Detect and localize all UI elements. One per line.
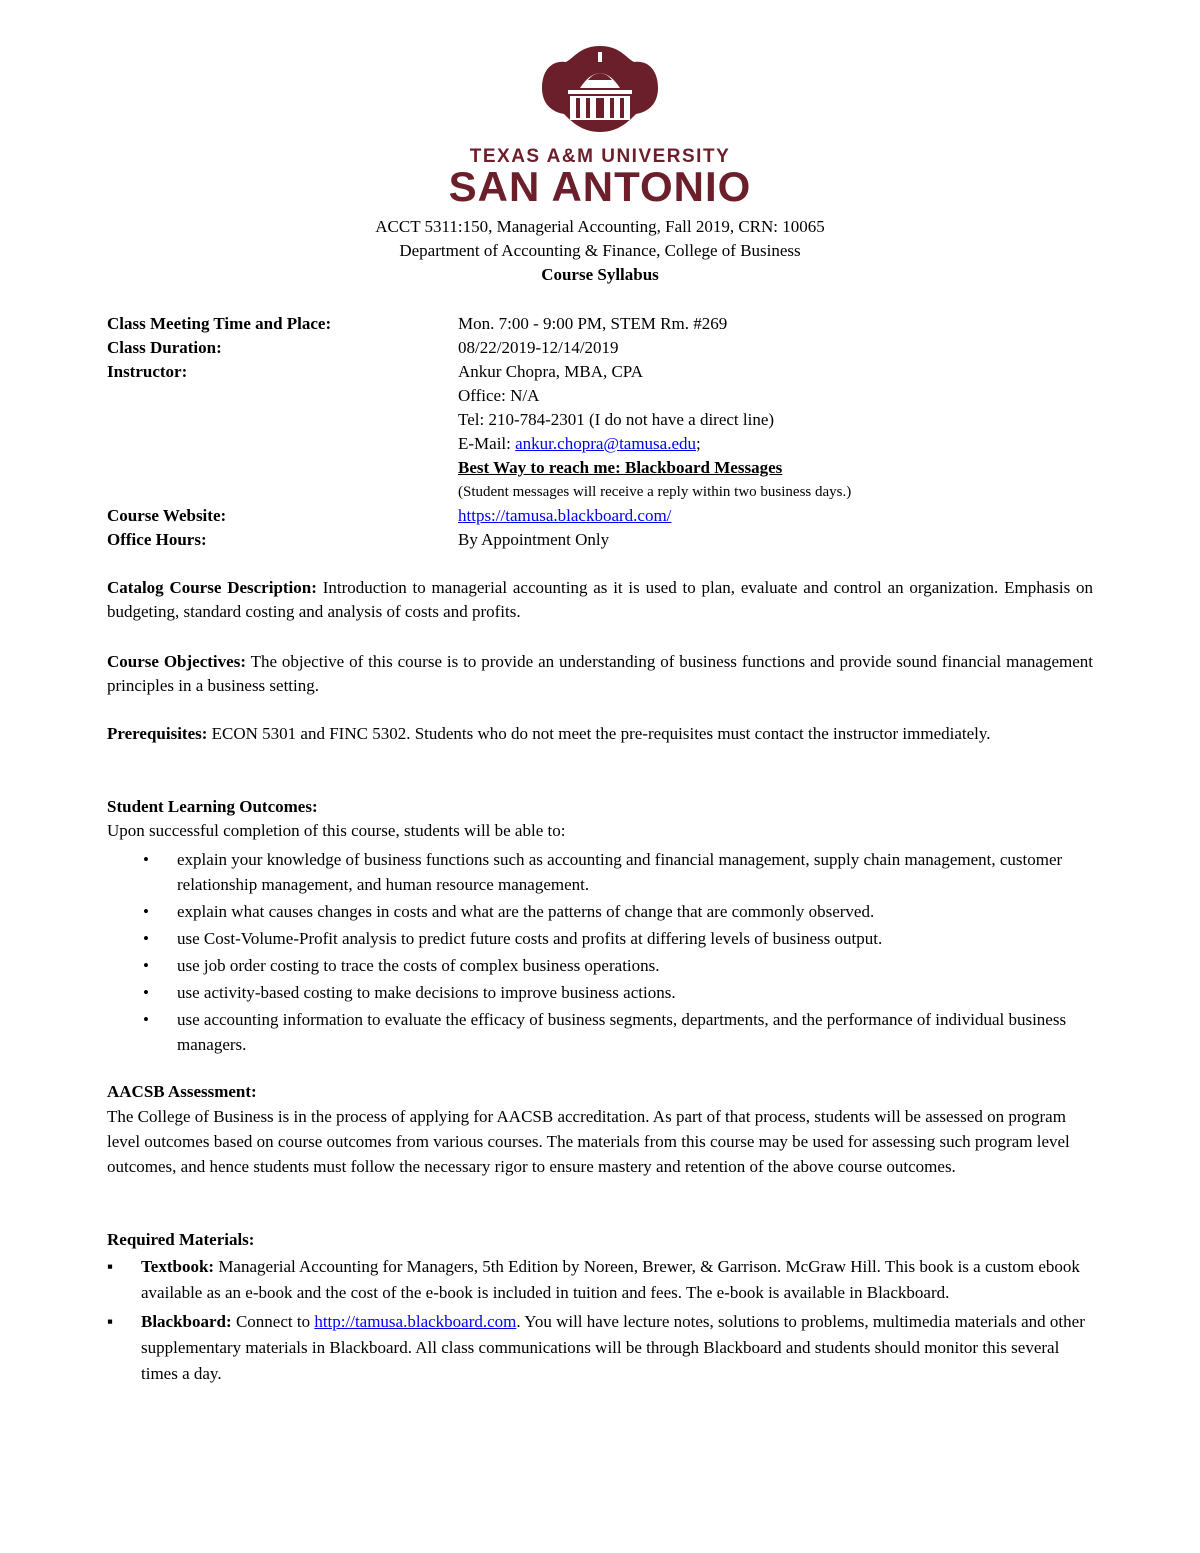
email-link[interactable]: ankur.chopra@tamusa.edu bbox=[515, 434, 697, 453]
document-title: Course Syllabus bbox=[541, 265, 659, 284]
email-prefix: E-Mail: bbox=[458, 434, 516, 453]
hours-row bbox=[107, 528, 1097, 552]
textbook-text: Managerial Accounting for Managers, 5th Edition by Noreen, Brewer, & Garrison. McGraw Hill. This book is a custom ebook available as an e-book and the cost of the e-book is included in tuition and fees. The e-book is available in Blackboard. bbox=[141, 1257, 1080, 1302]
list-item: • explain your knowledge of business functions such as accounting and financial management, supply chain management, customer relationship management, and human resource management. bbox=[107, 847, 1093, 897]
prerequisites-label: Prerequisites: bbox=[107, 724, 208, 743]
instructor-label: Instructor: bbox=[107, 362, 188, 381]
outcomes-list bbox=[107, 847, 1093, 1057]
instructor-row bbox=[107, 360, 1097, 504]
instructor-name: Ankur Chopra, MBA, CPA bbox=[458, 362, 643, 381]
materials-list bbox=[107, 1254, 1093, 1387]
course-website-link[interactable]: https://tamusa.blackboard.com/ bbox=[458, 506, 672, 525]
textbook-label: Textbook: bbox=[141, 1257, 215, 1276]
website-label: Course Website: bbox=[107, 506, 227, 525]
aacsb-heading: AACSB Assessment: bbox=[107, 1082, 257, 1101]
objectives-text: The objective of this course is to provide an understanding of business functions and provide sound financial management principles in a business setting. bbox=[107, 652, 1094, 695]
meeting-label: Class Meeting Time and Place: bbox=[107, 314, 332, 333]
list-item: • use accounting information to evaluate the efficacy of business segments, departments, and the performance of individual business managers. bbox=[107, 1007, 1093, 1057]
list-item: • use job order costing to trace the costs of complex business operations. bbox=[107, 953, 1093, 978]
department-line: Department of Accounting & Finance, College of Business bbox=[399, 241, 801, 260]
outcomes-intro: Upon successful completion of this course, students will be able to: bbox=[107, 821, 566, 840]
catalog-label: Catalog Course Description: bbox=[107, 578, 317, 597]
prerequisites bbox=[107, 722, 1093, 746]
website-row bbox=[107, 504, 1097, 528]
email-suffix: ; bbox=[696, 434, 701, 453]
objectives-label: Course Objectives: bbox=[107, 652, 246, 671]
instructor-office: Office: N/A bbox=[458, 386, 540, 405]
catalog-description bbox=[107, 576, 1093, 624]
duration-label: Class Duration: bbox=[107, 338, 222, 357]
hours-value: By Appointment Only bbox=[458, 530, 610, 549]
materials-heading: Required Materials: bbox=[107, 1230, 255, 1249]
course-info-block bbox=[107, 312, 1097, 552]
required-materials bbox=[107, 1228, 1093, 1390]
instructor-email-line bbox=[458, 432, 1097, 456]
list-item bbox=[107, 1254, 1093, 1306]
reply-note: (Student messages will receive a reply within two business days.) bbox=[458, 484, 852, 500]
meeting-row bbox=[107, 312, 1097, 336]
list-item: • use Cost-Volume-Profit analysis to predict future costs and profits at differing levels of business output. bbox=[107, 926, 1093, 951]
instructor-details bbox=[458, 360, 1097, 504]
university-name-line2: SAN ANTONIO bbox=[448, 163, 752, 210]
list-item: • explain what causes changes in costs and what are the patterns of change that are commonly observed. bbox=[107, 899, 1093, 924]
course-objectives bbox=[107, 650, 1093, 698]
blackboard-link[interactable]: http://tamusa.blackboard.com bbox=[314, 1312, 517, 1331]
duration-value: 08/22/2019-12/14/2019 bbox=[458, 338, 619, 357]
learning-outcomes bbox=[107, 795, 1093, 1059]
duration-row bbox=[107, 336, 1097, 360]
list-item: • use activity-based costing to make decisions to improve business actions. bbox=[107, 980, 1093, 1005]
list-item bbox=[107, 1309, 1093, 1387]
blackboard-label: Blackboard: bbox=[141, 1312, 232, 1331]
prerequisites-text: ECON 5301 and FINC 5302. Students who do not meet the pre-requisites must contact the instructor immediately. bbox=[207, 724, 991, 743]
blackboard-post: . You will have lecture notes, solutions to problems, multimedia materials and other supplementary materials in Blackboard. All class communications will be through Blackboard and students should monitor this several times a day. bbox=[141, 1312, 1085, 1383]
blackboard-pre: Connect to bbox=[231, 1312, 315, 1331]
outcomes-heading: Student Learning Outcomes: bbox=[107, 797, 318, 816]
aacsb-assessment bbox=[107, 1080, 1093, 1179]
hours-label: Office Hours: bbox=[107, 530, 207, 549]
course-title-line: ACCT 5311:150, Managerial Accounting, Fall 2019, CRN: 10065 bbox=[375, 217, 825, 236]
instructor-tel: Tel: 210-784-2301 (I do not have a direct line) bbox=[458, 410, 775, 429]
best-way-to-reach: Best Way to reach me: Blackboard Messages bbox=[458, 458, 783, 477]
university-name-line1: TEXAS A&M UNIVERSITY bbox=[469, 146, 731, 167]
aacsb-text: The College of Business is in the process of applying for AACSB accreditation. As part of that process, students will be assessed on program level outcomes based on course outcomes from various courses. The materials from this course may be used for assessing such program level outcomes, and hence students must follow the necessary rigor to ensure mastery and retention of the above course outcomes. bbox=[107, 1107, 1070, 1176]
catalog-text: Introduction to managerial accounting as it is used to plan, evaluate and control an organization. Emphasis on budgeting, standard costing and analysis of costs and profits. bbox=[107, 578, 1094, 621]
meeting-value: Mon. 7:00 - 9:00 PM, STEM Rm. #269 bbox=[458, 314, 728, 333]
